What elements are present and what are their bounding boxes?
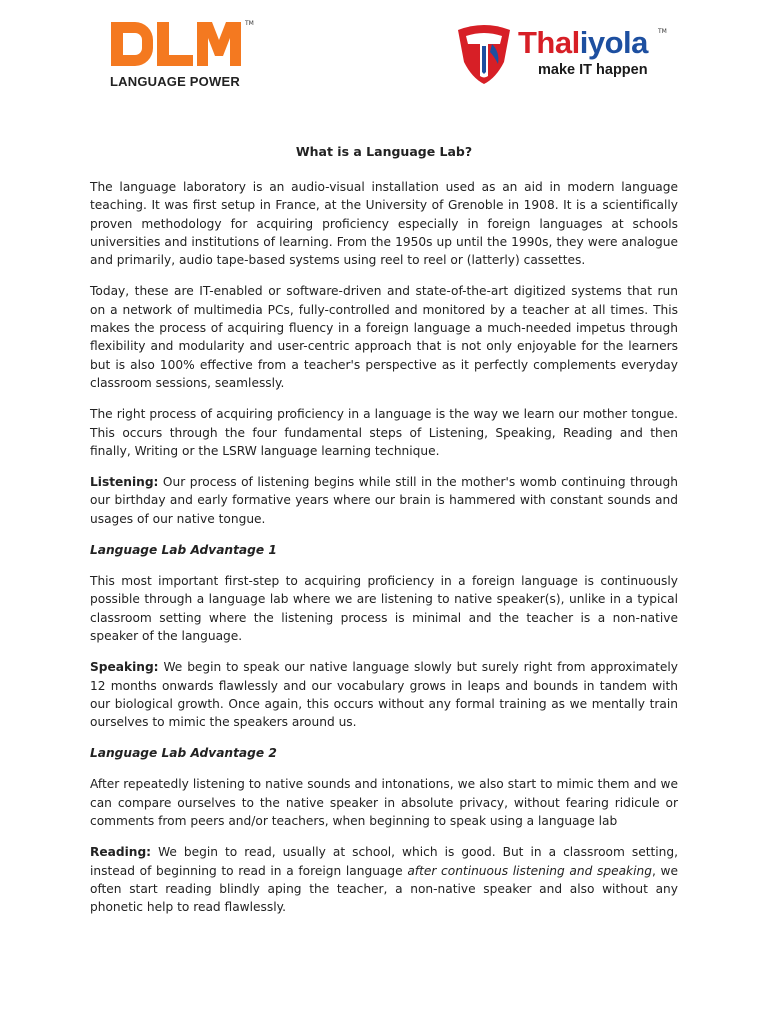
- paragraph-intro: The language laboratory is an audio-visual installation used as an aid in modern language teaching. It was first setup in France, at the University of Grenoble in 1908. It is a scientifically proven methodology for acquiring proficiency especially in foreign languages at schools universities and institutions of learning. From the 1950s up until the 1990s, they were analogue and primarily, audio tape-based systems using reel to reel or (latterly) cassettes.: [90, 180, 678, 268]
- paragraph-today: Today, these are IT-enabled or software-driven and state-of-the-art digitized systems that run on a network of multimedia PCs, fully-controlled and monitored by a teacher at all times. This makes the process of acquiring fluency in a foreign language a much-needed impetus through flexibility and modularity and user-centric approach that is not only enjoyable for the learners but is also 100% effective from a teacher's perspective as it perfectly complements everyday classroom sessions, seamlessly.: [90, 284, 678, 390]
- paragraph-reading: [90, 843, 678, 916]
- paragraph-process: The right process of acquiring proficiency in a language is the way we learn our mother tongue. This occurs through the four fundamental steps of Listening, Speaking, Reading and then finally, Writing or the LSRW language learning technique.: [90, 407, 678, 458]
- advantage-2-heading: Language Lab Advantage 2: [90, 746, 277, 761]
- dlm-mark-graphic: [109, 18, 245, 70]
- speaking-text: We begin to speak our native language slowly but surely right from approximately 12 months onwards flawlessly and our vocabulary grows in leaps and bounds in tandem with our biological growth. Once again, this occurs without any formal training as we mentally train ourselves to mimic the speakers around us.: [90, 660, 678, 730]
- document-body: [90, 143, 678, 930]
- thaliyola-logo: [452, 22, 677, 92]
- reading-text-start: We begin to read, usually at school, which is good. But in a classroom setting, instead of beginning to read in a foreign language: [90, 845, 678, 878]
- reading-label: Reading:: [90, 845, 152, 860]
- dlm-tagline: LANGUAGE POWER: [110, 74, 240, 89]
- listening-label: Listening:: [90, 475, 159, 490]
- reading-text-end: , we often start reading blindly aping the teacher, a non-native speaker and also without any phonetic help to read flawlessly.: [90, 863, 678, 915]
- paragraph-listening: [90, 473, 678, 528]
- listening-text: Our process of listening begins while still in the mother's womb continuing through our birthday and early formative years where our brain is hammered with constant sounds and usages of our native tongue.: [90, 475, 678, 526]
- thaliyola-wordmark-part2: iyola: [579, 25, 648, 60]
- dlm-logo: [109, 18, 259, 90]
- thaliyola-trademark: TM: [658, 28, 667, 35]
- page-header: [0, 0, 768, 110]
- thaliyola-wordmark: [518, 26, 648, 60]
- paragraph-speaking: [90, 658, 678, 731]
- thaliyola-wordmark-part1: Thal: [518, 25, 580, 60]
- reading-text-italic: after continuous listening and speaking: [407, 863, 652, 878]
- thaliyola-shield-icon: [452, 22, 516, 86]
- speaking-label: Speaking:: [90, 660, 159, 675]
- dlm-trademark: TM: [245, 20, 254, 27]
- paragraph-advantage-1: This most important first-step to acquiring proficiency in a foreign language is continuously possible through a language lab where we are listening to native speaker(s), unlike in a typical classroom setting where the listening process is minimal and the teacher is a non-native speaker of the language.: [90, 574, 678, 643]
- advantage-1-heading: Language Lab Advantage 1: [90, 543, 277, 558]
- thaliyola-tagline: make IT happen: [538, 62, 648, 78]
- page-title: What is a Language Lab?: [295, 144, 473, 159]
- paragraph-advantage-2: After repeatedly listening to native sounds and intonations, we also start to mimic them and we can compare ourselves to the native speaker in absolute privacy, without fearing ridicule or comments from peers and/or teachers, when beginning to speak using a language lab: [90, 777, 678, 829]
